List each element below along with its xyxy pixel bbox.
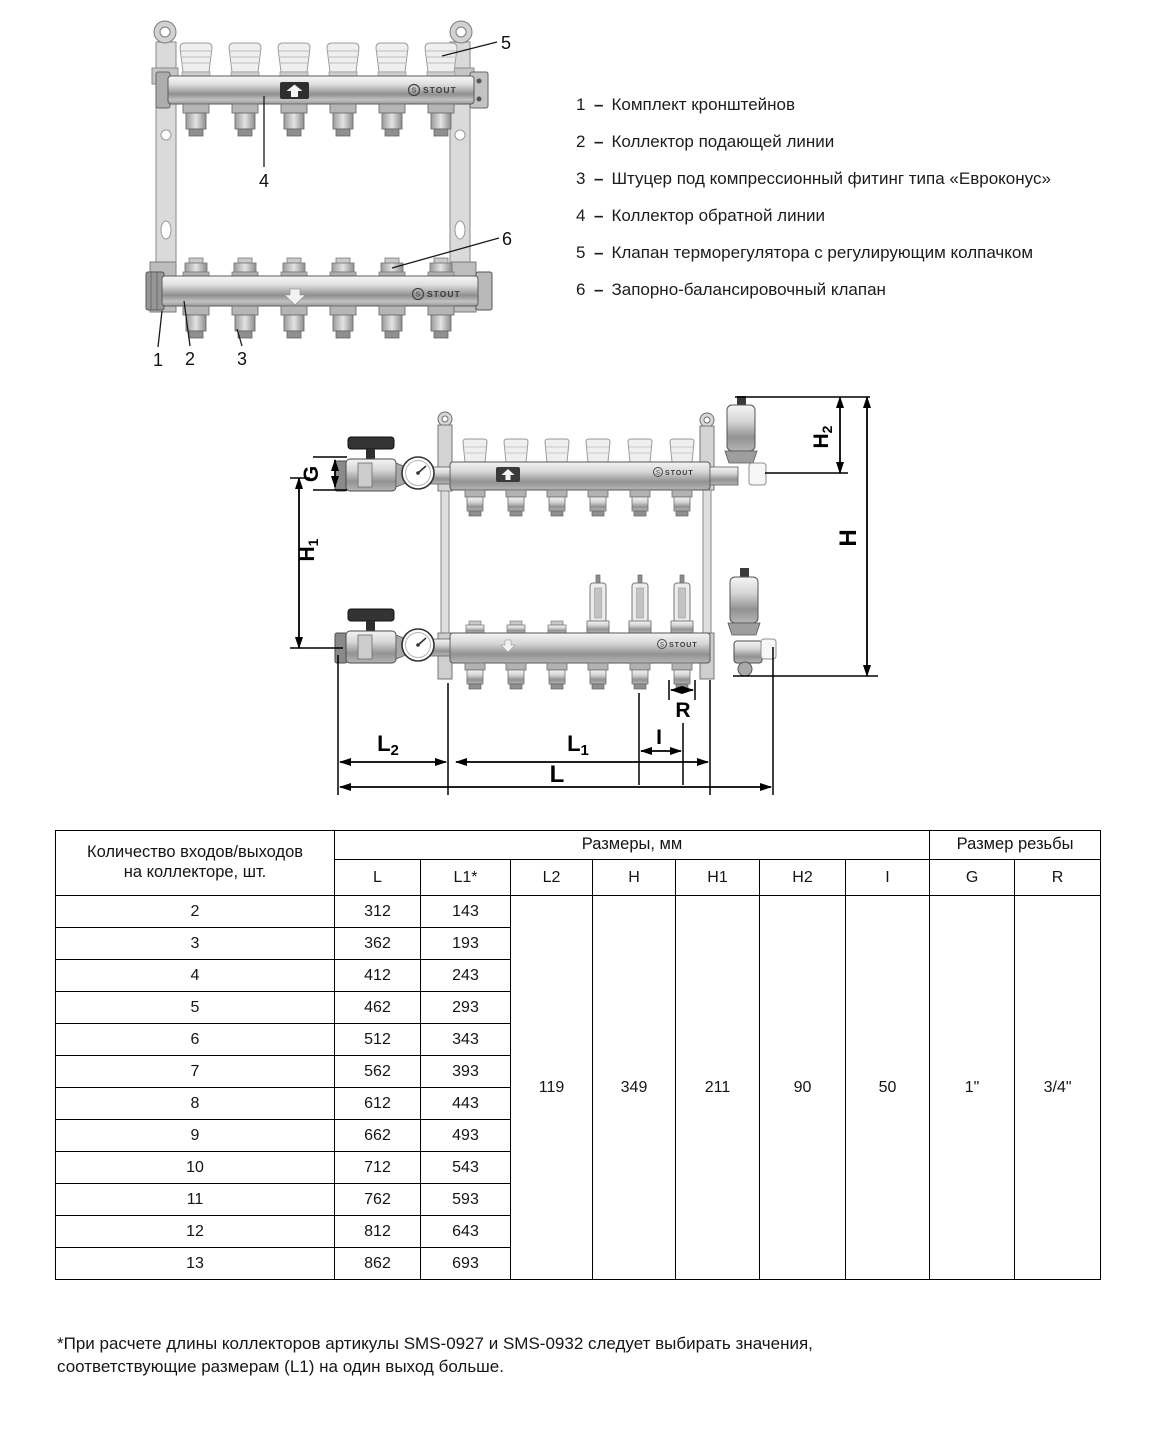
supply-bar	[156, 43, 488, 136]
table-row: 6 512 343	[56, 1024, 1101, 1056]
return-ball-valve	[335, 609, 450, 663]
svg-text:STOUT: STOUT	[669, 642, 698, 649]
legend-item-2: 2 – Коллектор подающей линии	[576, 131, 835, 151]
table-row: 10 712 543	[56, 1152, 1101, 1184]
dim-label-l: L	[549, 761, 565, 788]
sub-header-L1: L1*	[421, 860, 511, 896]
table-row: 5 462 293	[56, 992, 1101, 1024]
dim-label-i: I	[656, 726, 662, 749]
manifold-photo	[120, 10, 550, 375]
supply-ball-valve	[335, 437, 450, 491]
callout-3: 3	[236, 349, 248, 369]
sub-header-L2: L2	[511, 860, 593, 896]
flow-up-arrow-icon	[280, 82, 309, 99]
svg-text:STOUT: STOUT	[423, 85, 457, 95]
group-header-sizes: Размеры, мм	[335, 831, 930, 860]
table-row: 4 412 243	[56, 960, 1101, 992]
table-row: 7 562 393	[56, 1056, 1101, 1088]
merged-I: 50	[846, 896, 930, 1280]
legend-item-5: 5 – Клапан терморегулятора с регулирующим колпачком	[576, 242, 1034, 262]
merged-H: 349	[593, 896, 676, 1280]
table-row: 11 762 593	[56, 1184, 1101, 1216]
sub-header-H2: H2	[760, 860, 846, 896]
dim-label-l2: L2	[377, 731, 399, 759]
svg-text:STOUT: STOUT	[665, 470, 694, 477]
return-bar	[146, 258, 492, 338]
merged-H1: 211	[676, 896, 760, 1280]
legend-list	[576, 86, 1151, 308]
merged-L2: 119	[511, 896, 593, 1280]
table-row: 8 612 443	[56, 1088, 1101, 1120]
dim-label-l1: L1	[567, 731, 589, 759]
callout-5: 5	[501, 33, 512, 53]
callout-6: 6	[502, 229, 513, 249]
dimensional-diagram	[290, 393, 890, 805]
footnote: *При расчете длины коллекторов артикулы SMS-0927 и SMS-0932 следует выбирать значения, соответствующие размерам (L1) на один выход больше.	[57, 1334, 813, 1376]
table-row: 2 312 143 119 349 211 90 50 1" 3/4"	[56, 896, 1101, 928]
group-header-thread: Размер резьбы	[930, 831, 1101, 860]
merged-R: 3/4"	[1015, 896, 1101, 1280]
dim-label-h: H	[835, 529, 862, 547]
legend-item-4: 4 – Коллектор обратной линии	[576, 205, 825, 225]
air-vent-top	[710, 396, 766, 485]
diagram-return-bar	[450, 575, 710, 689]
svg-text:S: S	[655, 470, 661, 477]
callout-1: 1	[152, 350, 164, 370]
merged-G: 1"	[930, 896, 1015, 1280]
air-vent-bottom	[728, 568, 776, 676]
table-row: 9 662 493	[56, 1120, 1101, 1152]
callout-4: 4	[258, 171, 270, 191]
legend-item-6: 6 – Запорно-балансировочный клапан	[576, 279, 886, 299]
legend-item-1: 1 – Комплект кронштейнов	[576, 94, 796, 114]
bracket-left	[150, 21, 178, 312]
table-row: 3 362 193	[56, 928, 1101, 960]
svg-text:S: S	[415, 291, 421, 299]
col-header-count: Количество входов/выходов на коллекторе, шт.	[56, 831, 335, 896]
svg-text:STOUT: STOUT	[427, 289, 461, 299]
dim-label-r: R	[675, 699, 691, 722]
dim-label-h2: H2	[810, 425, 835, 449]
table-row: 13 862 693	[56, 1248, 1101, 1280]
dim-label-g: G	[300, 465, 323, 483]
sub-header-R: R	[1015, 860, 1101, 896]
sub-header-H1: H1	[676, 860, 760, 896]
sub-header-G: G	[930, 860, 1015, 896]
dim-label-h1: H1	[296, 538, 321, 562]
merged-H2: 90	[760, 896, 846, 1280]
dimensions-table	[55, 830, 1101, 1280]
sub-header-H: H	[593, 860, 676, 896]
svg-text:S: S	[659, 642, 665, 649]
diagram-supply-bar	[450, 439, 710, 516]
table-row: 12 812 643	[56, 1216, 1101, 1248]
sub-header-L: L	[335, 860, 421, 896]
legend-item-3: 3 – Штуцер под компрессионный фитинг типа «Евроконус»	[576, 168, 1051, 188]
svg-text:S: S	[411, 87, 417, 95]
diagram-up-arrow-icon	[496, 467, 520, 482]
callout-2: 2	[184, 349, 196, 369]
sub-header-I: I	[846, 860, 930, 896]
